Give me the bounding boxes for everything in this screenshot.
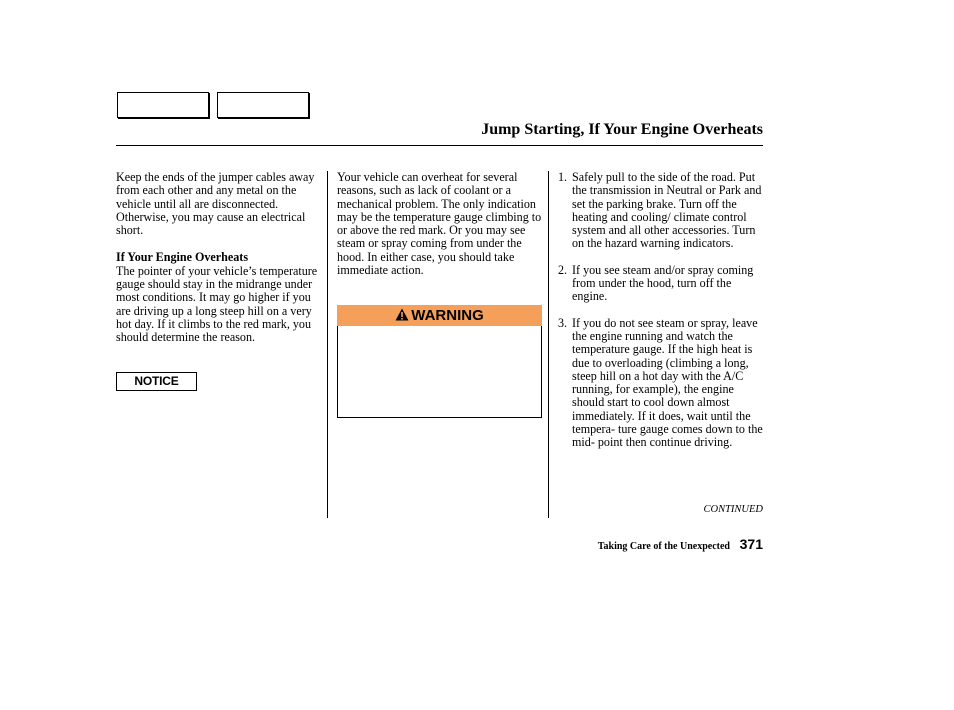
notice-label: NOTICE: [116, 372, 197, 391]
nav-tab-box-2[interactable]: [217, 92, 309, 118]
column-2: [337, 171, 544, 277]
list-item: [558, 171, 766, 251]
warning-triangle-icon: [395, 306, 409, 327]
step-number: 1.: [558, 170, 568, 184]
title-rule: [116, 145, 763, 146]
step-text: Safely pull to the side of the road. Put the transmission in Neutral or Park and set the parking brake. Turn off the heating and cooling/ climate control system and all other accessories. Turn on the hazard warning indicators.: [572, 170, 762, 251]
overheat-reasons-paragraph: Your vehicle can overheat for several reasons, such as lack of coolant or a mechanical problem. The only indication may be the temperature gauge climbing to or above the red mark. Or you may see steam or spray coming from under the hood. In either case, you should take immediate action.: [337, 170, 542, 278]
page-number: 371: [739, 536, 763, 552]
step-text: If you do not see steam or spray, leave the engine running and watch the temperature gauge. If the high heat is due to overloading (climbing a long, steep hill on a hot day with the A/C running, for example), the engine should start to cool down almost immediately. If it does, wait until the tempera- ture gauge comes down to the mid- point then continue driving.: [572, 315, 763, 450]
continued-label: CONTINUED: [703, 504, 763, 515]
overheat-subheading: If Your Engine Overheats: [116, 250, 249, 265]
step-text: If you see steam and/or spray coming from under the hood, turn off the engine.: [572, 262, 754, 304]
column-1: [116, 171, 321, 345]
column-divider-1: [327, 171, 328, 518]
overheat-steps-list: [558, 171, 766, 450]
warning-header: [337, 305, 542, 326]
footer-section-title: Taking Care of the Unexpected: [597, 541, 730, 552]
column-3: [558, 171, 766, 463]
list-item: [558, 317, 766, 450]
step-number: 3.: [558, 315, 568, 330]
temperature-gauge-paragraph: The pointer of your vehicle’s temperature gauge should stay in the midrange under most conditions. It may go higher if you are driving up a long steep hill on a very hot day. If it climbs to the red mark, you should determine the reason.: [116, 263, 318, 345]
nav-tab-box-1[interactable]: [117, 92, 209, 118]
warning-label: WARNING: [411, 307, 484, 324]
page-title: Jump Starting, If Your Engine Overheats: [481, 121, 763, 138]
jumper-cable-paragraph: Keep the ends of the jumper cables away from each other and any metal on the vehicle until all are disconnected. Otherwise, you may cause an electrical short.: [116, 170, 315, 238]
column-divider-2: [548, 171, 549, 518]
step-number: 2.: [558, 262, 568, 277]
list-item: [558, 264, 766, 304]
